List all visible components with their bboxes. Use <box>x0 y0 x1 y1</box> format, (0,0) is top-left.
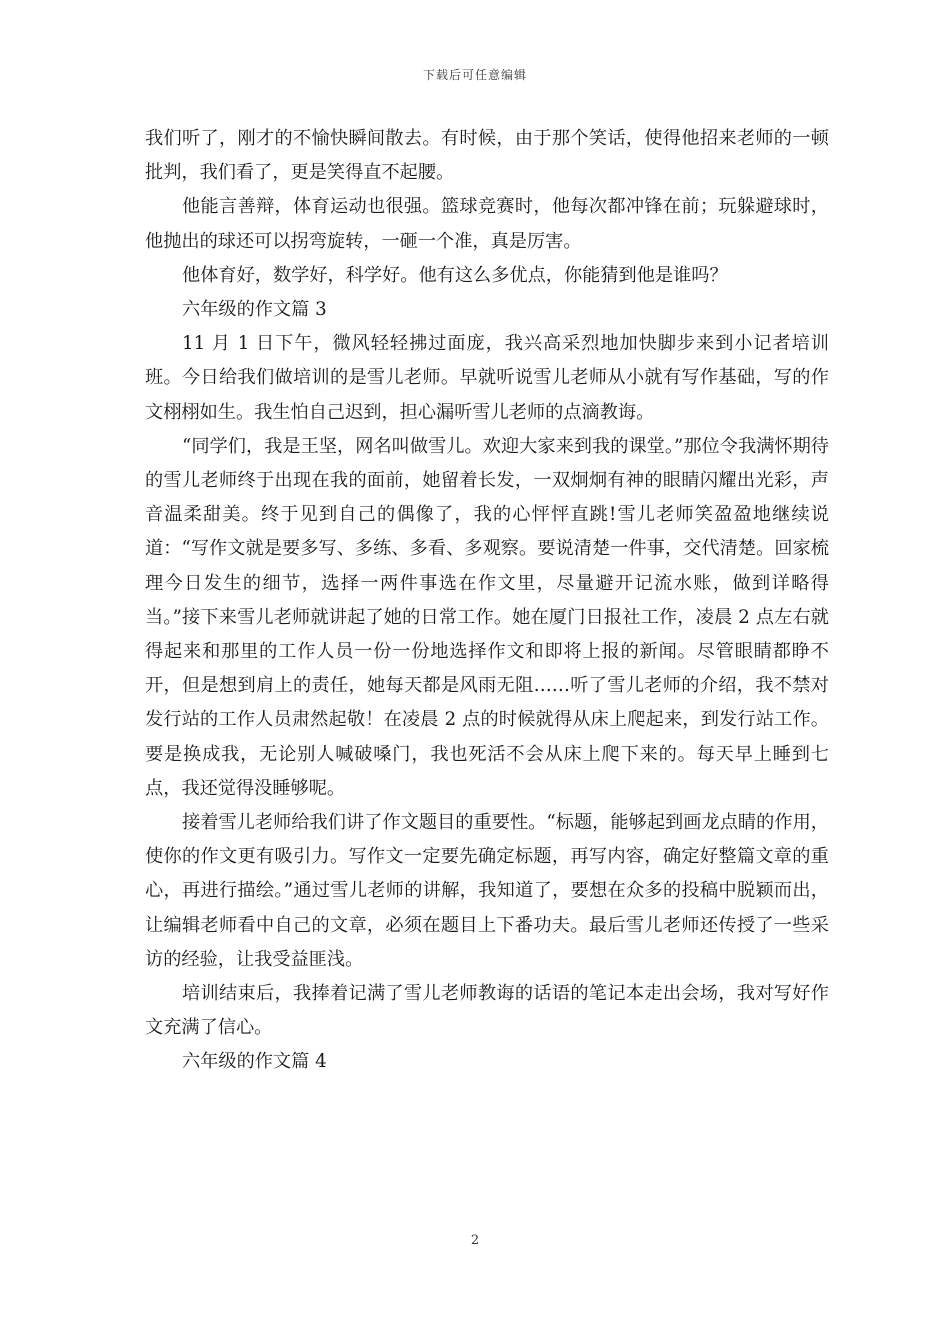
paragraph-6: 接着雪儿老师给我们讲了作文题目的重要性。“标题，能够起到画龙点睛的作用，使你的作文更有吸引力。写作文一定要先确定标题，再写内容，确定好整篇文章的重心，再进行描绘。”通过雪儿老师的讲解，我知道了，要想在众多的投稿中脱颖而出，让编辑老师看中自己的文章，必须在题目上下番功夫。最后雪儿老师还传授了一些采访的经验，让我受益匪浅。 <box>145 812 829 970</box>
page-header: 下载后可任意编辑 <box>422 68 527 82</box>
paragraph-4: 11 月 1 日下午，微风轻轻拂过面庞，我兴高采烈地加快脚步来到小记者培训班。今日给我们做培训的是雪儿老师。早就听说雪儿老师从小就有写作基础，写的作文栩栩如生。我生怕自己迟到，担心漏听雪儿老师的点滴教诲。 <box>145 333 829 423</box>
paragraph-5: “同学们，我是王坚，网名叫做雪儿。欢迎大家来到我的课堂。”那位令我满怀期待的雪儿老师终于出现在我的面前，她留着长发，一双炯炯有神的眼睛闪耀出光彩，声音温柔甜美。终于见到自己的偶像了，我的心怦怦直跳!雪儿老师笑盈盈地继续说道：“写作文就是要多写、多练、多看、多观察。要说清楚一件事，交代清楚。回家梳理今日发生的细节，选择一两件事选在作文里，尽量避开记流水账，做到详略得当。”接下来雪儿老师就讲起了她的日常工作。她在厦门日报社工作，凌晨 2 点左右就得起来和那里的工作人员一份一份地选择作文和即将上报的新闻。尽管眼睛都睁不开，但是想到肩上的责任，她每天都是风雨无阻……听了雪儿老师的介绍，我不禁对发行站的工作人员肃然起敬！在凌晨 2 点的时候就得从床上爬起来，到发行站工作。要是换成我，无论别人喊破嗓门，我也死活不会从床上爬下来的。每天早上睡到七点，我还觉得没睡够呢。 <box>145 435 829 799</box>
paragraph-1: 我们听了，刚才的不愉快瞬间散去。有时候，由于那个笑话，使得他招来老师的一顿批判，我们看了，更是笑得直不起腰。 <box>145 128 829 184</box>
section-heading-3: 六年级的作文篇 3 <box>182 299 327 321</box>
section-heading-4: 六年级的作文篇 4 <box>182 1051 327 1073</box>
paragraph-7: 培训结束后，我捧着记满了雪儿老师教诲的话语的笔记本走出会场，我对写好作文充满了信心。 <box>145 983 829 1039</box>
paragraph-3: 他体育好，数学好，科学好。他有这么多优点，你能猜到他是谁吗？ <box>182 264 728 286</box>
page-number: 2 <box>470 1233 480 1248</box>
paragraph-2: 他能言善辩，体育运动也很强。篮球竞赛时，他每次都冲锋在前；玩躲避球时，他抛出的球还可以拐弯旋转，一砸一个准，真是厉害。 <box>145 196 829 252</box>
document-body <box>145 122 829 1080</box>
